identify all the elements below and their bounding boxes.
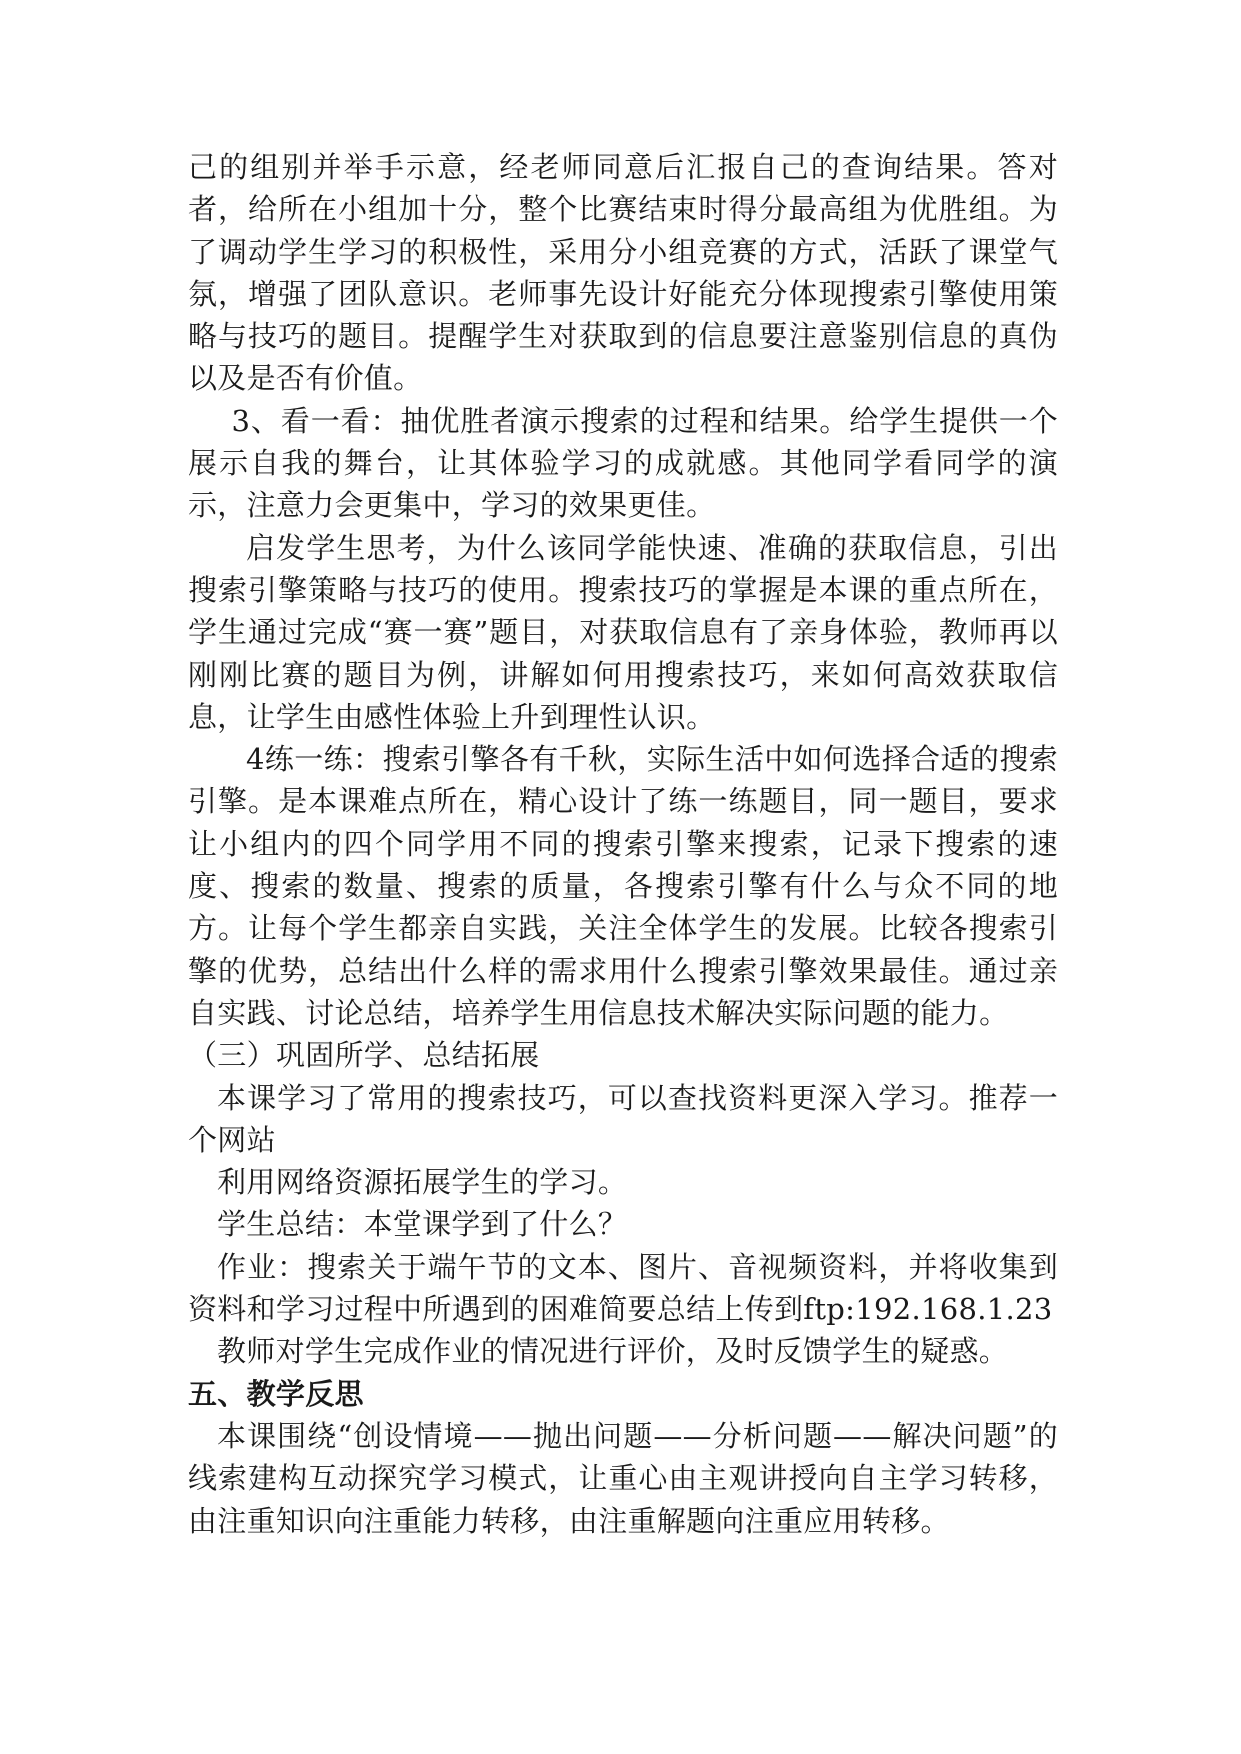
section-consolidate-title: （三）巩固所学、总结拓展: [188, 1038, 540, 1073]
paragraph-inspire-thinking: 启发学生思考，为什么该同学能快速、准确的获取信息，引出搜索引擎策略与技巧的使用。搜索技巧的掌握是本课的重点所在，学生通过完成“赛一赛”题目，对获取信息有了亲身体验，教师再以刚刚比赛的题目为例，讲解如何用搜索技巧，来如何高效获取信息，让学生由感性体验上升到理性认识。: [188, 530, 1058, 734]
paragraph-reflection: 本课围绕“创设情境——抛出问题——分析问题——解决问题”的线索建构互动探究学习模式，让重心由主观讲授向自主学习转移，由注重知识向注重能力转移，由注重解题向注重应用转移。: [188, 1418, 1058, 1538]
paragraph-teacher-evaluation: 教师对学生完成作业的情况进行评价，及时反馈学生的疑惑。: [217, 1334, 1009, 1369]
paragraph-recommend-site: 本课学习了常用的搜索技巧，可以查找资料更深入学习。推荐一个网站: [188, 1080, 1058, 1157]
document-body: [188, 146, 1058, 1542]
section-heading-reflection: 五、教学反思: [188, 1376, 364, 1411]
paragraph-student-summary: 学生总结：本堂课学到了什么？: [217, 1207, 628, 1242]
paragraph-look-demo: 3、看一看：抽优胜者演示搜索的过程和结果。给学生提供一个展示自我的舞台，让其体验学习的成就感。其他同学看同学的演示，注意力会更集中，学习的效果更佳。: [188, 403, 1058, 523]
paragraph-group-report: 己的组别并举手示意，经老师同意后汇报自己的查询结果。答对者，给所在小组加十分，整个比赛结束时得分最高组为优胜组。为了调动学生学习的积极性，采用分小组竞赛的方式，活跃了课堂气氛，增强了团队意识。老师事先设计好能充分体现搜索引擎使用策略与技巧的题目。提醒学生对获取到的信息要注意鉴别信息的真伪以及是否有价值。: [188, 150, 1058, 396]
paragraph-practice: 4练一练：搜索引擎各有千秋，实际生活中如何选择合适的搜索引擎。是本课难点所在，精心设计了练一练题目，同一题目，要求让小组内的四个同学用不同的搜索引擎来搜索，记录下搜索的速度、搜索的数量、搜索的质量，各搜索引擎有什么与众不同的地方。让每个学生都亲自实践，关注全体学生的发展。比较各搜索引擎的优势，总结出什么样的需求用什么搜索引擎效果最佳。通过亲自实践、讨论总结，培养学生用信息技术解决实际问题的能力。: [188, 742, 1058, 1030]
paragraph-network-resources: 利用网络资源拓展学生的学习。: [217, 1165, 628, 1200]
paragraph-homework: 作业：搜索关于端午节的文本、图片、音视频资料，并将收集到资料和学习过程中所遇到的困难简要总结上传到ftp:192.168.1.23: [188, 1249, 1058, 1327]
